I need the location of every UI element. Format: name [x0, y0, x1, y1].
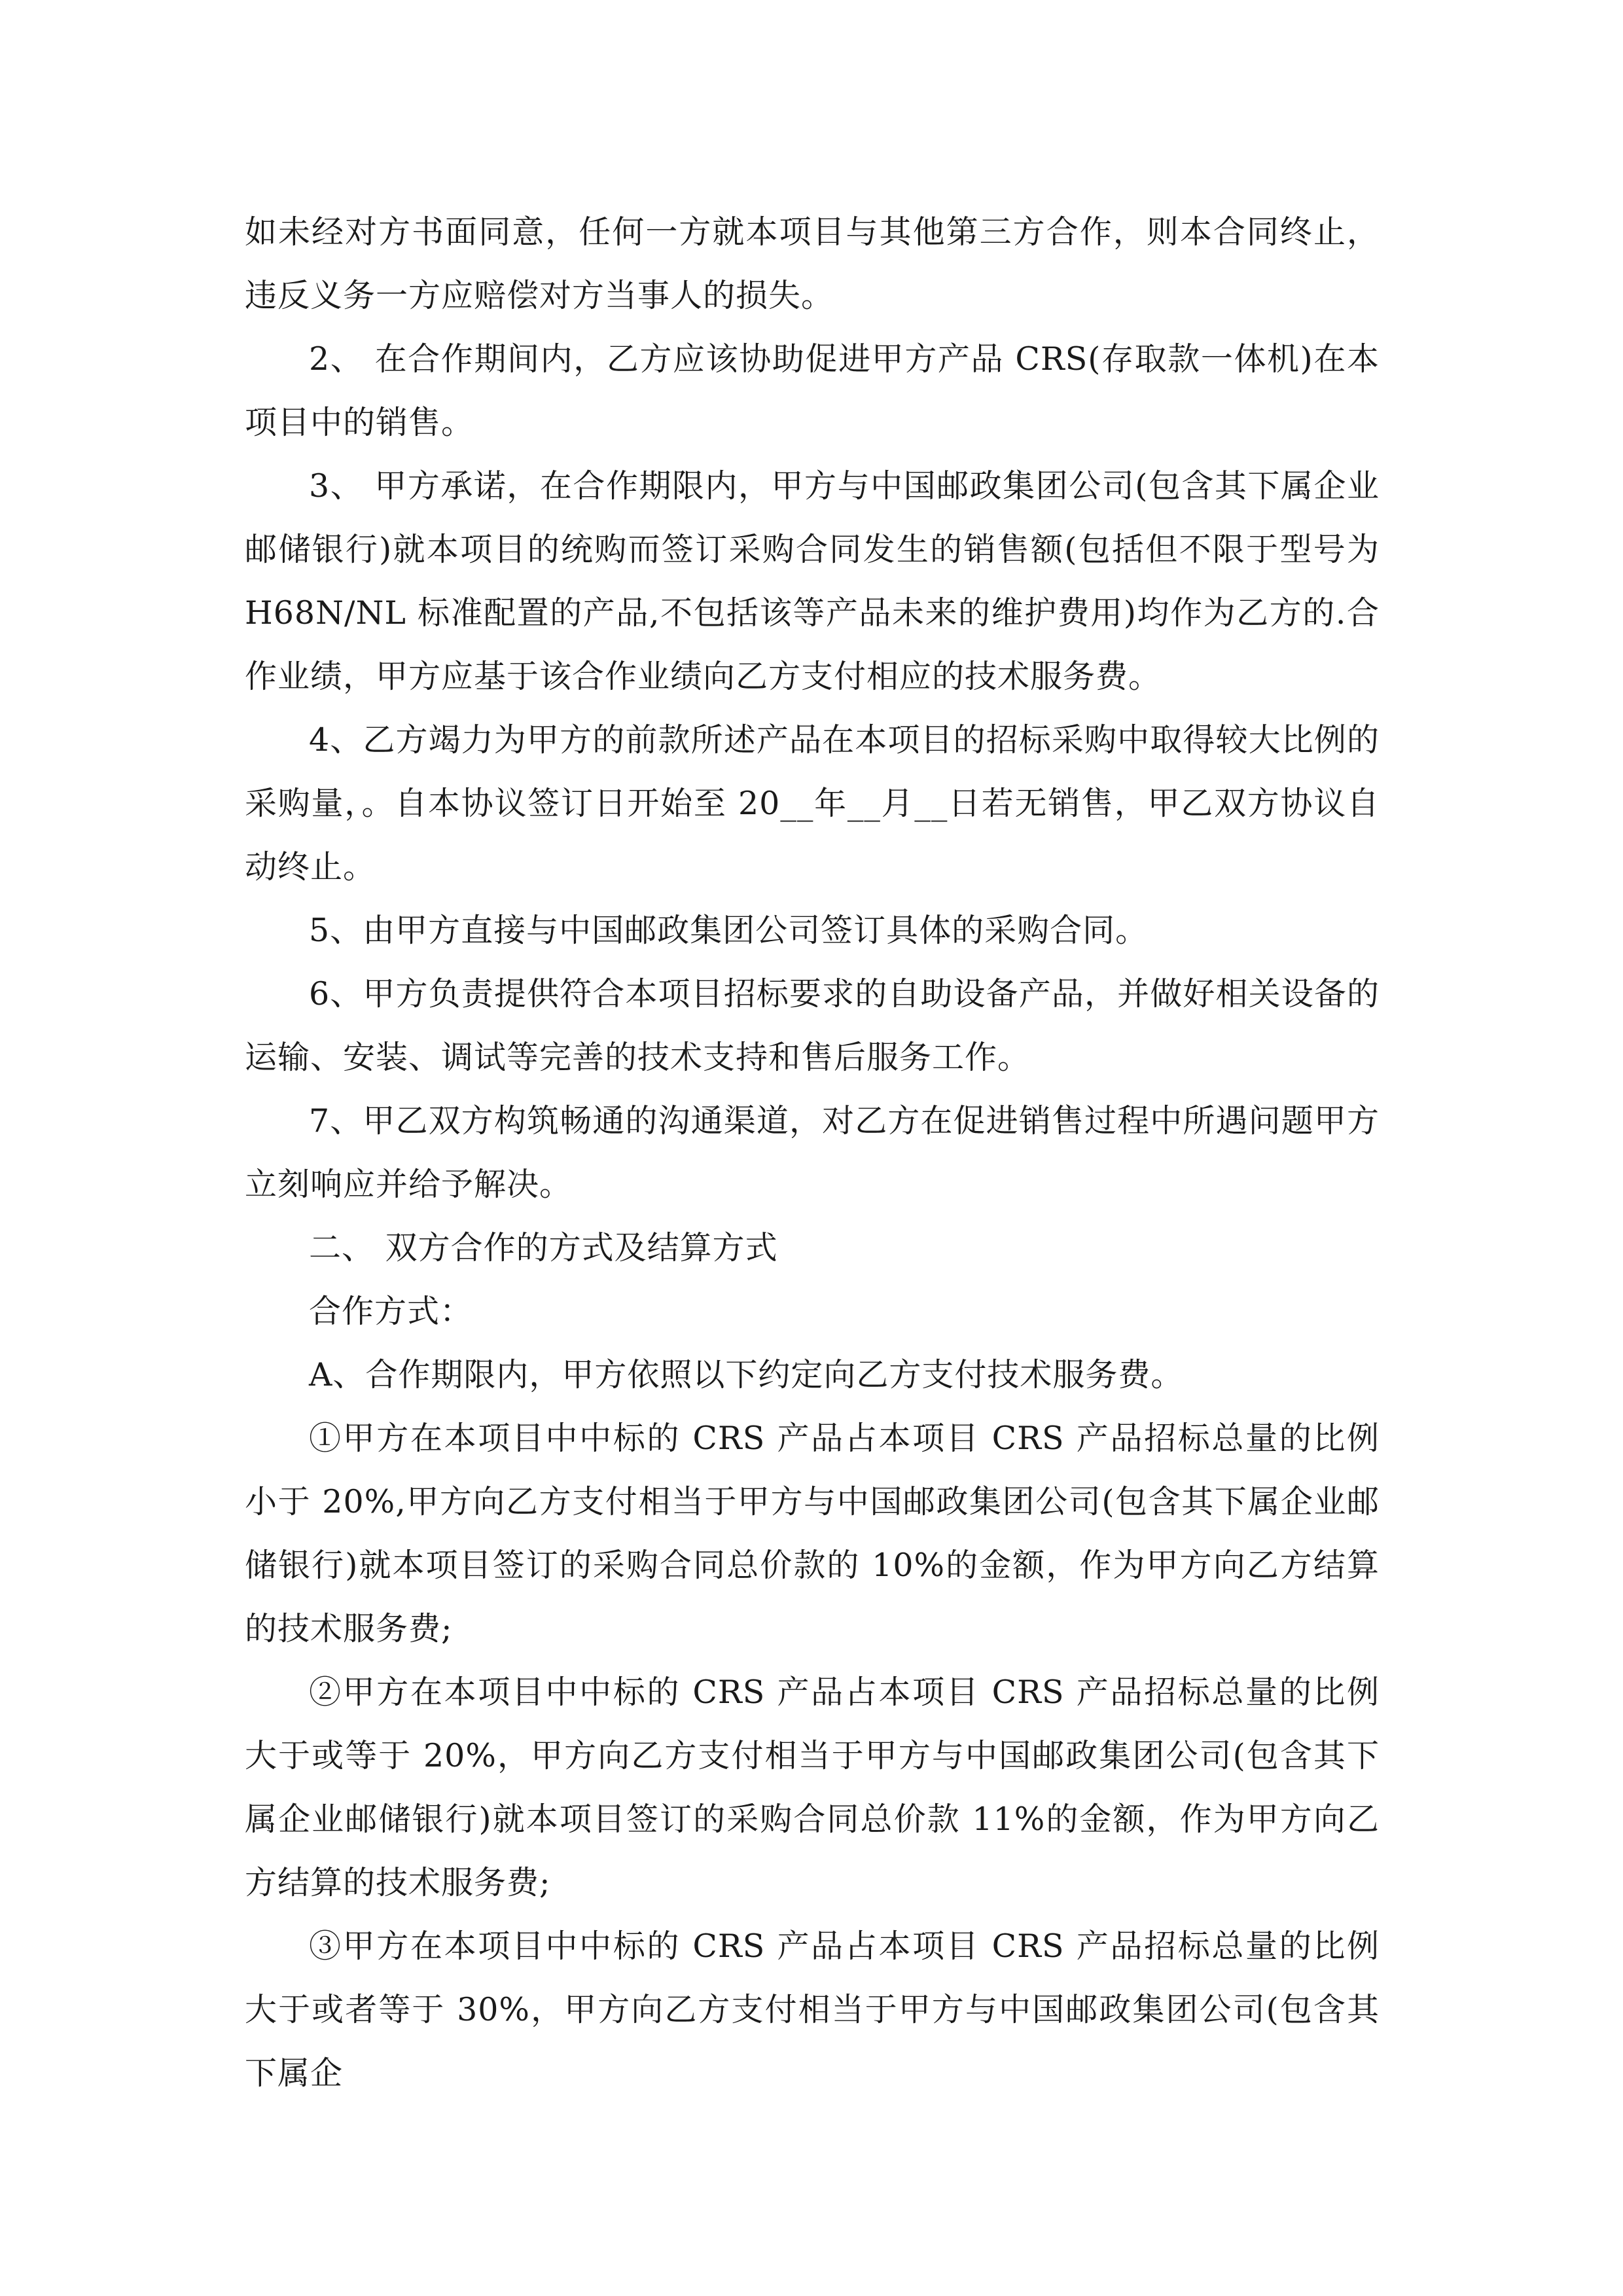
item-a: A、合作期限内，甲方依照以下约定向乙方支付技术服务费。 [309, 1356, 1184, 1393]
sub-item-2: ②甲方在本项目中中标的 CRS 产品占本项目 CRS 产品招标总量的比例大于或等于 20%，甲方向乙方支付相当于甲方与中国邮政集团公司(包含其下属企业邮储银行)就本项目签订的采购合同总价款 11%的金额，作为甲方向乙方结算的技术服务费; [245, 1674, 1380, 1901]
clause-4: 4、乙方竭力为甲方的前款所述产品在本项目的招标采购中取得较大比例的采购量，。自本协议签订日开始至 20__年__月__日若无销售，甲乙双方协议自动终止。 [245, 721, 1380, 886]
sub-item-1: ①甲方在本项目中中标的 CRS 产品占本项目 CRS 产品招标总量的比例小于 20%,甲方向乙方支付相当于甲方与中国邮政集团公司(包含其下属企业邮储银行)就本项目签订的采购合同总价款的 10%的金额，作为甲方向乙方结算的技术服务费; [245, 1420, 1380, 1647]
clause-5: 5、由甲方直接与中国邮政集团公司签订具体的采购合同。 [309, 912, 1149, 949]
clause-7: 7、甲乙双方构筑畅通的沟通渠道，对乙方在促进销售过程中所遇问题甲方立刻响应并给予解决。 [245, 1102, 1380, 1203]
cooperation-mode-label: 合作方式： [309, 1293, 473, 1330]
clause-2: 2、 在合作期间内，乙方应该协助促进甲方产品 CRS(存取款一体机)在本项目中的销售。 [245, 340, 1380, 441]
clause-3: 3、 甲方承诺，在合作期限内，甲方与中国邮政集团公司(包含其下属企业邮储银行)就本项目的统购而签订采购合同发生的销售额(包括但不限于型号为 H68N/NL 标准配置的产品,不包括该等产品未来的维护费用)均作为乙方的.合作业绩，甲方应基于该合作业绩向乙方支付相应的技术服务费。 [245, 467, 1380, 695]
clause-6: 6、甲方负责提供符合本项目招标要求的自助设备产品，并做好相关设备的运输、安装、调试等完善的技术支持和售后服务工作。 [245, 975, 1380, 1076]
sub-item-3: ③甲方在本项目中中标的 CRS 产品占本项目 CRS 产品招标总量的比例大于或者等于 30%，甲方向乙方支付相当于甲方与中国邮政集团公司(包含其下属企 [245, 1928, 1380, 2092]
paragraph-continuation: 如未经对方书面同意，任何一方就本项目与其他第三方合作，则本合同终止，违反义务一方应赔偿对方当事人的损失。 [245, 213, 1380, 314]
section-heading-2: 二、 双方合作的方式及结算方式 [309, 1229, 778, 1266]
document-body [245, 200, 1380, 2105]
